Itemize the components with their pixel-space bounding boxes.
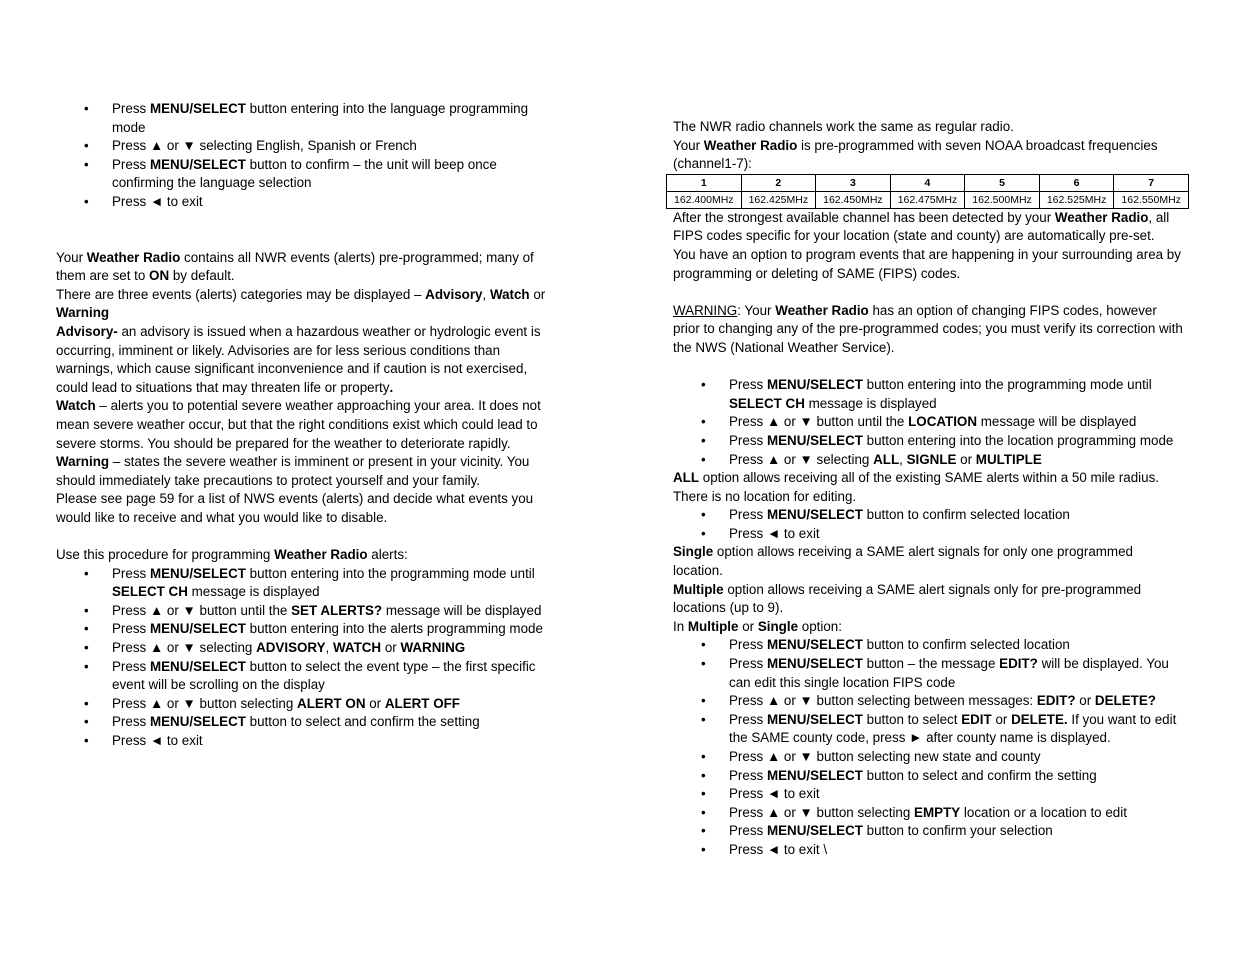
bullet-step — [673, 432, 1185, 451]
text-run: by default. — [169, 268, 235, 284]
text-run: Press — [112, 621, 150, 637]
emphasis-text: Warning — [56, 454, 110, 470]
emphasis-text: ALL — [673, 470, 700, 486]
channel-number-cell: 4 — [890, 174, 965, 191]
bullet-step — [673, 451, 1185, 470]
text-run: Press — [729, 507, 767, 523]
paragraph — [56, 323, 561, 397]
emphasis-text: Weather Radio — [86, 249, 181, 265]
text-run: button to select and confirm the setting — [862, 767, 1097, 783]
text-run: button to confirm selected location — [862, 507, 1070, 523]
text-run: , — [325, 640, 333, 656]
bullet-step — [673, 692, 1185, 711]
emphasis-text: MENU/SELECT — [766, 656, 863, 672]
text-run: Your — [56, 249, 87, 265]
text-run: option allows receiving a SAME alert signals only for pre-programmed locations (up to 9). — [673, 581, 1142, 616]
bullet-step — [673, 748, 1185, 767]
text-run: button entering into the language programming mode — [112, 101, 529, 135]
emphasis-text: ALERT OFF — [384, 695, 460, 711]
text-run: or — [381, 640, 401, 656]
bullet-step — [673, 785, 1185, 804]
frequency-cell: 162.550MHz — [1114, 191, 1189, 208]
language-steps-list — [56, 100, 561, 212]
text-run: Press — [112, 101, 150, 116]
text-run: , — [482, 286, 490, 302]
emphasis-text: Weather Radio — [1054, 209, 1149, 225]
text-run: button to confirm – the unit will beep once confirming the language selection — [112, 156, 497, 191]
channel-number-cell: 5 — [965, 174, 1040, 191]
emphasis-text: MENU/SELECT — [766, 377, 863, 393]
text-run: Press — [112, 156, 150, 172]
paragraph — [673, 543, 1185, 580]
warning-note — [673, 302, 1185, 358]
text-run: Press — [112, 565, 150, 581]
emphasis-text: MULTIPLE — [975, 451, 1042, 467]
emphasis-text: WARNING — [400, 640, 466, 656]
emphasis-text: MENU/SELECT — [149, 658, 246, 674]
text-run: Press ◄ to exit — [729, 786, 820, 802]
option-notes — [673, 543, 1185, 636]
paragraph — [56, 453, 561, 490]
emphasis-text: . — [389, 379, 394, 395]
emphasis-text: Watch — [489, 286, 530, 302]
frequency-cell: 162.400MHz — [667, 191, 742, 208]
frequency-cell: 162.425MHz — [741, 191, 816, 208]
bullet-step — [673, 376, 1185, 413]
alerts-intro — [56, 249, 561, 528]
text-run: has an option of changing FIPS codes, however prior to changing any of the pre-programmed codes; you must verify its correction with the NWS (National Weather Service). — [673, 302, 1183, 355]
text-run: button to select and confirm the setting — [245, 714, 480, 730]
emphasis-text: Multiple — [687, 618, 739, 634]
emphasis-text: ADVISORY — [256, 640, 326, 656]
emphasis-text: Warning — [56, 305, 110, 321]
text-run: Press ▲ or ▼ button selecting between messages: — [729, 693, 1037, 709]
left-column — [56, 100, 561, 751]
text-run: button to confirm your selection — [862, 823, 1053, 839]
bullet-step — [56, 639, 561, 658]
text-run: , all FIPS codes specific for your location (state and county) are automatically pre-set. — [673, 209, 1170, 244]
emphasis-text: Advisory- — [56, 323, 118, 339]
bullet-step — [56, 732, 561, 751]
paragraph — [673, 246, 1185, 283]
right-column — [673, 118, 1185, 860]
emphasis-text: Multiple — [673, 581, 724, 597]
text-run: option: — [798, 618, 842, 634]
emphasis-text: Advisory — [425, 286, 483, 302]
frequency-cell: 162.500MHz — [965, 191, 1040, 208]
emphasis-text: LOCATION — [908, 414, 978, 430]
frequency-row — [667, 191, 1189, 208]
emphasis-text: EMPTY — [914, 804, 961, 820]
emphasis-text: Weather Radio — [775, 302, 869, 318]
bullet-step — [673, 655, 1185, 692]
text-run: or — [365, 695, 385, 711]
text-run: location or a location to edit — [960, 804, 1127, 820]
text-run: : Your — [737, 302, 776, 318]
text-run: message is displayed — [804, 395, 937, 411]
bullet-step — [56, 620, 561, 639]
text-run: alerts: — [367, 547, 408, 563]
channel-number-cell: 3 — [816, 174, 891, 191]
text-run: If you want to edit the SAME county code, press ► after county name is displayed. — [729, 711, 1177, 746]
paragraph — [673, 618, 1185, 637]
bullet-step — [673, 506, 1185, 525]
emphasis-text: MENU/SELECT — [149, 101, 246, 116]
text-run: Your — [673, 137, 704, 153]
channel-frequency-table — [666, 174, 1189, 209]
emphasis-text: SELECT CH — [112, 584, 188, 600]
emphasis-text: MENU/SELECT — [149, 565, 246, 581]
text-run: option allows receiving all of the existing SAME alerts within a 50 mile radius. There is no location for editing. — [673, 470, 1159, 504]
emphasis-text: MENU/SELECT — [766, 711, 863, 727]
bullet-step — [673, 413, 1185, 432]
text-run: Press — [729, 767, 767, 783]
text-run: You have an option to program events that are happening in your surrounding area by programming or deleting of SAME (FIPS) codes. — [673, 246, 1181, 281]
bullet-step — [673, 711, 1185, 748]
text-run: option allows receiving a SAME alert signals for only one programmed location. — [673, 544, 1133, 579]
text-run: is pre-programmed with seven NOAA broadcast frequencies (channel1-7): — [673, 137, 1158, 172]
text-run: or — [529, 286, 546, 302]
fips-info — [673, 209, 1185, 283]
text-run: contains all NWR events (alerts) pre-programmed; many of them are set to — [56, 249, 534, 284]
emphasis-text: ALL — [873, 451, 900, 467]
text-run: Press ◄ to exit \ — [729, 841, 828, 857]
text-run: Press — [729, 432, 767, 448]
bullet-step — [673, 636, 1185, 655]
text-run: button – the message — [862, 656, 1000, 672]
emphasis-text: SET ALERTS? — [291, 602, 383, 618]
text-run: In — [673, 618, 688, 634]
text-run: Press ◄ to exit — [112, 733, 203, 748]
text-run: or — [956, 451, 976, 467]
channel-intro — [673, 118, 1185, 174]
text-run: button to confirm selected location — [862, 637, 1070, 653]
emphasis-text: MENU/SELECT — [766, 767, 863, 783]
text-run: Press — [729, 377, 767, 393]
emphasis-text: DELETE. — [1011, 711, 1068, 727]
emphasis-text: MENU/SELECT — [766, 823, 863, 839]
paragraph — [673, 137, 1185, 174]
emphasis-text: DELETE? — [1094, 693, 1156, 709]
paragraph — [56, 249, 561, 286]
text-run: message will be displayed — [382, 602, 542, 618]
emphasis-text: MENU/SELECT — [766, 432, 863, 448]
procedure-intro — [56, 546, 561, 565]
emphasis-text: MENU/SELECT — [766, 507, 863, 523]
text-run: Press — [112, 714, 150, 730]
paragraph — [673, 209, 1185, 246]
text-run: Press — [112, 658, 150, 674]
emphasis-text: ON — [149, 268, 170, 284]
emphasis-text: Single — [757, 618, 799, 634]
text-run: Press ◄ to exit — [729, 525, 820, 541]
text-run: button to select the event type – the first specific event will be scrolling on the display — [112, 658, 536, 693]
text-run: Press ▲ or ▼ button selecting — [729, 804, 915, 820]
text-run: Press ▲ or ▼ button until the — [112, 602, 292, 618]
channel-number-cell: 6 — [1039, 174, 1114, 191]
text-run: Use this procedure for programming — [56, 547, 275, 563]
text-run: an advisory is issued when a hazardous weather or hydrologic event is occurring, imminent or likely. Advisories are for less serious conditions than warnings, which cause significant inconvenience and if caution is not exercised, could lead to situations that may threaten life or property — [56, 323, 541, 395]
emphasis-text: EDIT? — [999, 656, 1038, 672]
emphasis-text: SELECT CH — [729, 395, 805, 411]
emphasis-text: MENU/SELECT — [149, 714, 246, 730]
text-run: or — [738, 618, 758, 634]
text-run: message will be displayed — [977, 414, 1137, 430]
text-run: Press — [729, 637, 767, 653]
bullet-step — [673, 822, 1185, 841]
text-run: Press ▲ or ▼ selecting English, Spanish or French — [112, 138, 417, 154]
channel-number-cell: 1 — [667, 174, 742, 191]
bullet-step — [673, 804, 1185, 823]
paragraph — [673, 118, 1185, 137]
channel-number-cell: 7 — [1114, 174, 1189, 191]
emphasis-text: Weather Radio — [703, 137, 798, 153]
emphasis-text: MENU/SELECT — [149, 621, 246, 637]
text-run: button entering into the programming mode until — [862, 377, 1152, 393]
emphasis-text: EDIT — [961, 711, 992, 727]
text-run: message is displayed — [187, 584, 320, 600]
bullet-step — [56, 658, 561, 695]
text-run: will be displayed. You can edit this single location FIPS code — [729, 656, 1169, 690]
all-option-steps-list — [673, 506, 1185, 543]
bullet-step — [56, 137, 561, 156]
text-run: Press ▲ or ▼ button until the — [729, 414, 909, 430]
text-run: button to select — [862, 711, 962, 727]
emphasis-text: Watch — [56, 398, 96, 414]
bullet-step — [56, 193, 561, 212]
text-run: Press ◄ to exit — [112, 193, 203, 209]
bullet-step — [673, 767, 1185, 786]
text-run: There are three events (alerts) categories may be displayed – — [56, 286, 426, 302]
text-run: Press ▲ or ▼ button selecting — [112, 695, 298, 711]
paragraph — [56, 397, 561, 453]
bullet-step — [56, 565, 561, 602]
bullet-step — [673, 841, 1185, 860]
emphasis-text: Weather Radio — [274, 547, 368, 563]
text-run: button entering into the alerts programming mode — [245, 621, 543, 637]
text-run: Press — [729, 656, 767, 672]
frequency-cell: 162.525MHz — [1039, 191, 1114, 208]
frequency-cell: 162.475MHz — [890, 191, 965, 208]
text-run: Press ▲ or ▼ selecting — [112, 640, 257, 656]
bullet-step — [673, 525, 1185, 544]
paragraph — [56, 490, 561, 527]
text-run: Press — [729, 823, 767, 839]
text-run: – states the severe weather is imminent or present in your vicinity. You should immediately take precautions to protect yourself and your family. — [56, 454, 530, 488]
emphasis-text: WARNING — [673, 302, 738, 318]
bullet-step — [56, 602, 561, 621]
emphasis-text: MENU/SELECT — [149, 156, 246, 172]
emphasis-text: MENU/SELECT — [766, 637, 863, 653]
emphasis-text: SIGNLE — [906, 451, 957, 467]
all-option-note — [673, 469, 1185, 506]
paragraph — [673, 581, 1185, 618]
text-run: Press ▲ or ▼ selecting — [729, 451, 874, 467]
emphasis-text: Single — [673, 544, 714, 560]
text-run: The NWR radio channels work the same as regular radio. — [673, 119, 1014, 134]
text-run: Please see page 59 for a list of NWS events (alerts) and decide what events you would like to receive and what you would like to disable. — [56, 491, 534, 525]
channel-number-row — [667, 174, 1189, 191]
paragraph — [56, 286, 561, 323]
text-run: button entering into the programming mode until — [245, 565, 535, 581]
emphasis-text: WATCH — [333, 640, 382, 656]
channel-number-cell: 2 — [741, 174, 816, 191]
emphasis-text: EDIT? — [1036, 693, 1076, 709]
text-run: After the strongest available channel has been detected by your — [673, 209, 1055, 225]
text-run: Press — [729, 711, 767, 727]
text-run: button entering into the location programming mode — [862, 432, 1174, 448]
text-run: or — [991, 711, 1012, 727]
bullet-step — [56, 695, 561, 714]
text-run: or — [1075, 693, 1095, 709]
edit-steps-list — [673, 636, 1185, 859]
text-run: , — [899, 451, 907, 467]
text-run: – alerts you to potential severe weather approaching your area. It does not mean severe weather occur, but that the right conditions exist which could lead to severe storms. You should be prepared for the weather to deteriorate rapidly. — [56, 398, 541, 451]
location-steps-list — [673, 376, 1185, 469]
text-run: Press ▲ or ▼ button selecting new state and county — [729, 749, 1041, 764]
bullet-step — [56, 156, 561, 193]
alert-steps-list — [56, 565, 561, 751]
emphasis-text: ALERT ON — [297, 695, 366, 711]
frequency-cell: 162.450MHz — [816, 191, 891, 208]
bullet-step — [56, 713, 561, 732]
bullet-step — [56, 100, 561, 137]
